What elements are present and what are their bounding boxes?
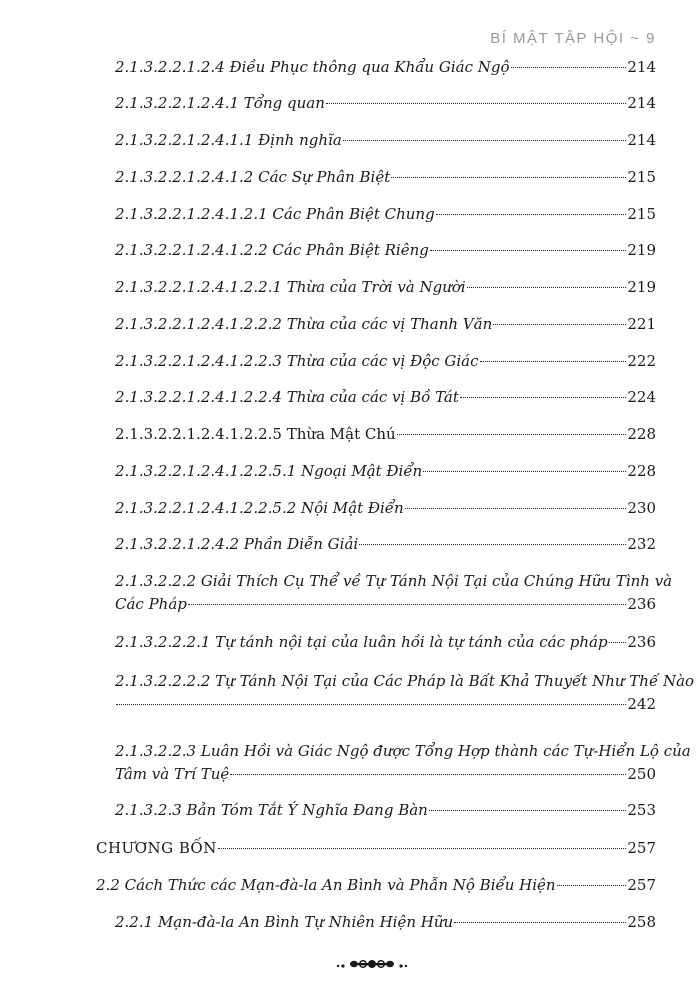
toc-entry[interactable] (115, 424, 656, 445)
toc-entry-title-line1: 2.1.3.2.2.3 Luân Hồi và Giác Ngộ được Tổng Hợp thành các Tự-Hiển Lộ của (115, 742, 691, 760)
dot-leader (430, 250, 626, 251)
toc-entry-page: 215 (627, 168, 656, 186)
toc-entry[interactable] (115, 632, 656, 653)
dot-leader (460, 397, 626, 398)
dot-leader (343, 140, 627, 141)
toc-entry-title: 2.2 Cách Thức các Mạn-đà-la An Bình và Phẫn Nộ Biểu Hiện (96, 876, 556, 894)
toc-entry[interactable] (96, 838, 656, 859)
toc-entry[interactable] (115, 461, 656, 482)
toc-entry[interactable] (115, 240, 656, 261)
toc-entry-title: 2.1.3.2.2.1.2.4.1.2.2.5 Thừa Mật Chú (115, 425, 396, 443)
toc-entry-title: 2.1.3.2.2.1.2.4.1.2.2.1 Thừa của Trời và Người (115, 278, 466, 296)
toc-entry-title: 2.1.3.2.2.1.2.4.1.2.2.2 Thừa của các vị Thanh Văn (115, 315, 493, 333)
dot-leader (480, 361, 627, 362)
toc-entry-title: 2.2.1 Mạn-đà-la An Bình Tự Nhiên Hiện Hữu (115, 913, 454, 931)
toc-entry-title-line1: 2.1.3.2.2.2.2 Tự Tánh Nội Tại của Các Pháp là Bất Khả Thuyết Như Thế Nào (115, 672, 695, 690)
toc-entry-page: 232 (627, 535, 656, 553)
toc-entry-title: 2.1.3.2.3 Bản Tóm Tắt Ý Nghĩa Đang Bàn (115, 801, 428, 819)
toc-entry[interactable] (115, 800, 656, 821)
dot-leader (116, 704, 626, 705)
dot-leader (423, 471, 626, 472)
toc-entry[interactable] (115, 57, 656, 78)
toc-entry[interactable] (115, 277, 656, 298)
toc-entry[interactable] (115, 351, 656, 372)
toc-entry-page: 236 (627, 595, 656, 613)
dot-leader (397, 434, 627, 435)
dot-leader (429, 810, 627, 811)
toc-entry-page: 224 (627, 388, 656, 406)
dot-leader (493, 324, 626, 325)
toc-entry[interactable] (115, 204, 656, 225)
toc-entry-page: 257 (627, 839, 656, 857)
toc-entry-title: 2.1.3.2.2.1.2.4.1.2.2.3 Thừa của các vị Độc Giác (115, 352, 479, 370)
toc-entry-title: 2.1.3.2.2.1.2.4.2 Phần Diễn Giải (115, 535, 359, 553)
toc-entry-page: 253 (627, 801, 656, 819)
dot-leader (609, 642, 627, 643)
toc-entry-page: 228 (627, 425, 656, 443)
toc-entry-page: 214 (627, 131, 656, 149)
toc-entry-page: 236 (627, 633, 656, 651)
toc-entry-title: 2.1.3.2.2.1.2.4.1 Tổng quan (115, 94, 325, 112)
dot-leader (405, 508, 627, 509)
toc-entry-page: 221 (627, 315, 656, 333)
toc-entry[interactable] (115, 498, 656, 519)
dot-leader (230, 774, 626, 775)
dot-leader (326, 103, 626, 104)
toc-entry-page: 222 (627, 352, 656, 370)
toc-entry-title-line1: 2.1.3.2.2.2 Giải Thích Cụ Thể về Tự Tánh Nội Tại của Chúng Hữu Tình và (115, 572, 673, 590)
toc-entry[interactable] (96, 875, 656, 896)
toc-entry-title: CHƯƠNG BỐN (96, 839, 217, 857)
toc-entry-page: 242 (627, 695, 656, 713)
toc-entry[interactable] (115, 534, 656, 555)
toc-entry-title: Tâm và Trí Tuệ (115, 765, 230, 783)
toc-entry[interactable] (115, 93, 656, 114)
toc-entry-title: 2.1.3.2.2.1.2.4.1.2 Các Sự Phân Biệt (115, 168, 391, 186)
toc-entry[interactable] (115, 912, 656, 933)
toc-entry-title: 2.1.3.2.2.1.2.4.1.2.2.5.1 Ngoại Mật Điển (115, 462, 423, 480)
toc-entry-title: 2.1.3.2.2.1.2.4.1.2.2 Các Phân Biệt Riêng (115, 241, 429, 259)
toc-entry-title: 2.1.3.2.2.1.2.4.1.2.2.4 Thừa của các vị Bồ Tát (115, 388, 459, 406)
toc-entry-page: 219 (627, 278, 656, 296)
toc-entry-title: 2.1.3.2.2.1.2.4.1.2.1 Các Phân Biệt Chung (115, 205, 435, 223)
toc-entry-page: 250 (627, 765, 656, 783)
toc-entry-title: 2.1.3.2.2.2.1 Tự tánh nội tại của luân hồi là tự tánh của các pháp (115, 633, 608, 651)
toc-entry-page: 219 (627, 241, 656, 259)
toc-entry-title: Các Pháp (115, 595, 187, 613)
toc-entry-title: 2.1.3.2.2.1.2.4.1.1 Định nghĩa (115, 131, 342, 149)
ornament-icon (332, 955, 412, 973)
toc-entry-page: 215 (627, 205, 656, 223)
toc-entry[interactable] (115, 741, 691, 785)
toc-entry-title: 2.1.3.2.2.1.2.4.1.2.2.5.2 Nội Mật Điển (115, 499, 404, 517)
toc-entry[interactable] (115, 130, 656, 151)
toc-entry[interactable] (115, 387, 656, 408)
running-head: BÍ MẬT TẬP HỘI ~ 9 (490, 30, 656, 47)
toc-entry[interactable] (115, 314, 656, 335)
dot-leader (454, 922, 626, 923)
toc-entry-page: 230 (627, 499, 656, 517)
toc-entry-page: 228 (627, 462, 656, 480)
dot-leader (359, 544, 626, 545)
toc-entry-title: 2.1.3.2.2.1.2.4 Điều Phục thông qua Khẩu Giác Ngộ (115, 58, 510, 76)
dot-leader (188, 604, 626, 605)
toc-entry-page: 214 (627, 58, 656, 76)
toc-entry-page: 258 (627, 913, 656, 931)
toc-entry[interactable] (115, 671, 695, 715)
toc-entry-page: 257 (627, 876, 656, 894)
dot-leader (467, 287, 627, 288)
toc-entry[interactable] (115, 167, 656, 188)
toc-entry-page: 214 (627, 94, 656, 112)
toc-entry[interactable] (115, 571, 673, 615)
dot-leader (511, 67, 627, 68)
dot-leader (436, 214, 627, 215)
dot-leader (557, 885, 627, 886)
dot-leader (218, 848, 627, 849)
dot-leader (391, 177, 626, 178)
